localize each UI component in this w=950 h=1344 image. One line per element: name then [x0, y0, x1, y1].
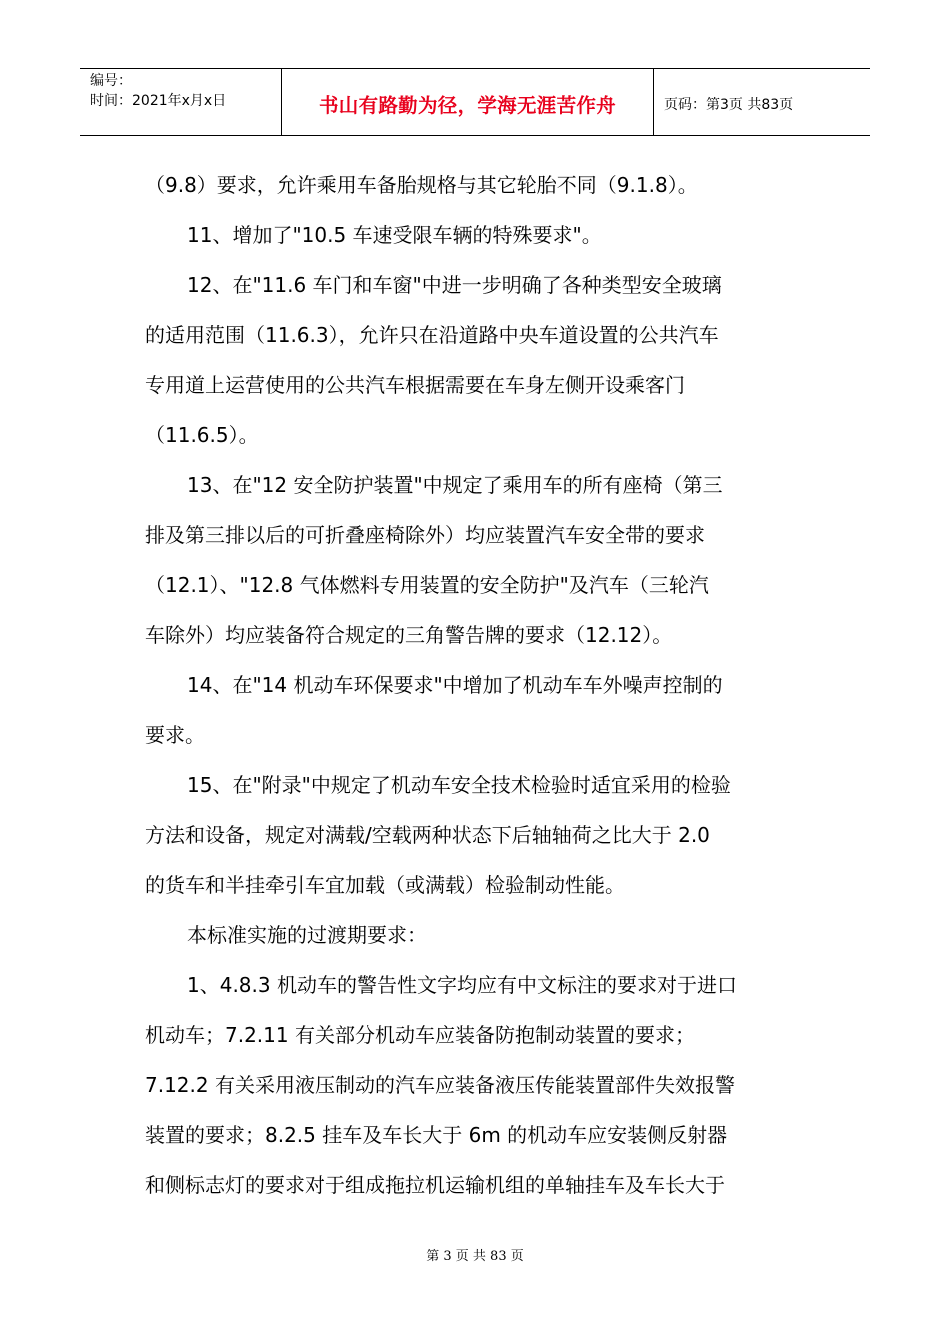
- body-text-line: 专用道上运营使用的公共汽车根据需要在车身左侧开设乘客门: [145, 373, 685, 397]
- body-text-line: 方法和设备，规定对满载/空载两种状态下后轴轴荷之比大于 2.0: [145, 823, 710, 847]
- body-text-line: 11、增加了"10.5 车速受限车辆的特殊要求"。: [187, 223, 602, 247]
- footer-page-number: 第 3 页 共 83 页: [426, 1249, 524, 1264]
- serial-number-label: 编号：: [90, 73, 132, 89]
- body-text-line: 的适用范围（11.6.3），允许只在沿道路中央车道设置的公共汽车: [145, 323, 719, 347]
- header-meta: [80, 69, 282, 135]
- body-text-line: 7.12.2 有关采用液压制动的汽车应装备液压传能装置部件失效报警: [145, 1073, 735, 1097]
- body-text-line: 装置的要求；8.2.5 挂车及车长大于 6m 的机动车应安装侧反射器: [145, 1123, 728, 1147]
- document-body: [145, 160, 805, 1210]
- body-text-line: 要求。: [145, 723, 205, 747]
- body-text-line: 的货车和半挂牵引车宜加载（或满载）检验制动性能。: [145, 873, 625, 897]
- motto-text: 书山有路勤为径，学海无涯苦作舟: [318, 94, 616, 117]
- body-text-line: 15、在"附录"中规定了机动车安全技术检验时适宜采用的检验: [187, 773, 731, 797]
- header-motto-cell: [282, 69, 654, 135]
- body-text-line: （12.1）、"12.8 气体燃料专用装置的安全防护"及汽车（三轮汽: [145, 573, 709, 597]
- header-page-info: 页码：第3页 共83页: [664, 97, 794, 113]
- body-text-line: 本标准实施的过渡期要求：: [187, 923, 427, 947]
- page-footer: [0, 1245, 950, 1264]
- header-page-cell: [654, 69, 870, 135]
- body-text-line: 12、在"11.6 车门和车窗"中进一步明确了各种类型安全玻璃: [187, 273, 722, 297]
- body-text-line: 14、在"14 机动车环保要求"中增加了机动车车外噪声控制的: [187, 673, 723, 697]
- body-text-line: 机动车；7.2.11 有关部分机动车应装备防抱制动装置的要求；: [145, 1023, 695, 1047]
- body-text-line: 车除外）均应装备符合规定的三角警告牌的要求（12.12）。: [145, 623, 673, 647]
- date-label: 时间：2021年x月x日: [90, 93, 227, 109]
- body-text-line: （11.6.5）。: [145, 423, 259, 447]
- document-header: [80, 68, 870, 136]
- body-text-line: 1、4.8.3 机动车的警告性文字均应有中文标注的要求对于进口: [187, 973, 737, 997]
- body-text-line: 排及第三排以后的可折叠座椅除外）均应装置汽车安全带的要求: [145, 523, 705, 547]
- body-text-line: 13、在"12 安全防护装置"中规定了乘用车的所有座椅（第三: [187, 473, 723, 497]
- body-text-line: （9.8）要求，允许乘用车备胎规格与其它轮胎不同（9.1.8）。: [145, 173, 698, 197]
- body-text-line: 和侧标志灯的要求对于组成拖拉机运输机组的单轴挂车及车长大于: [145, 1173, 725, 1197]
